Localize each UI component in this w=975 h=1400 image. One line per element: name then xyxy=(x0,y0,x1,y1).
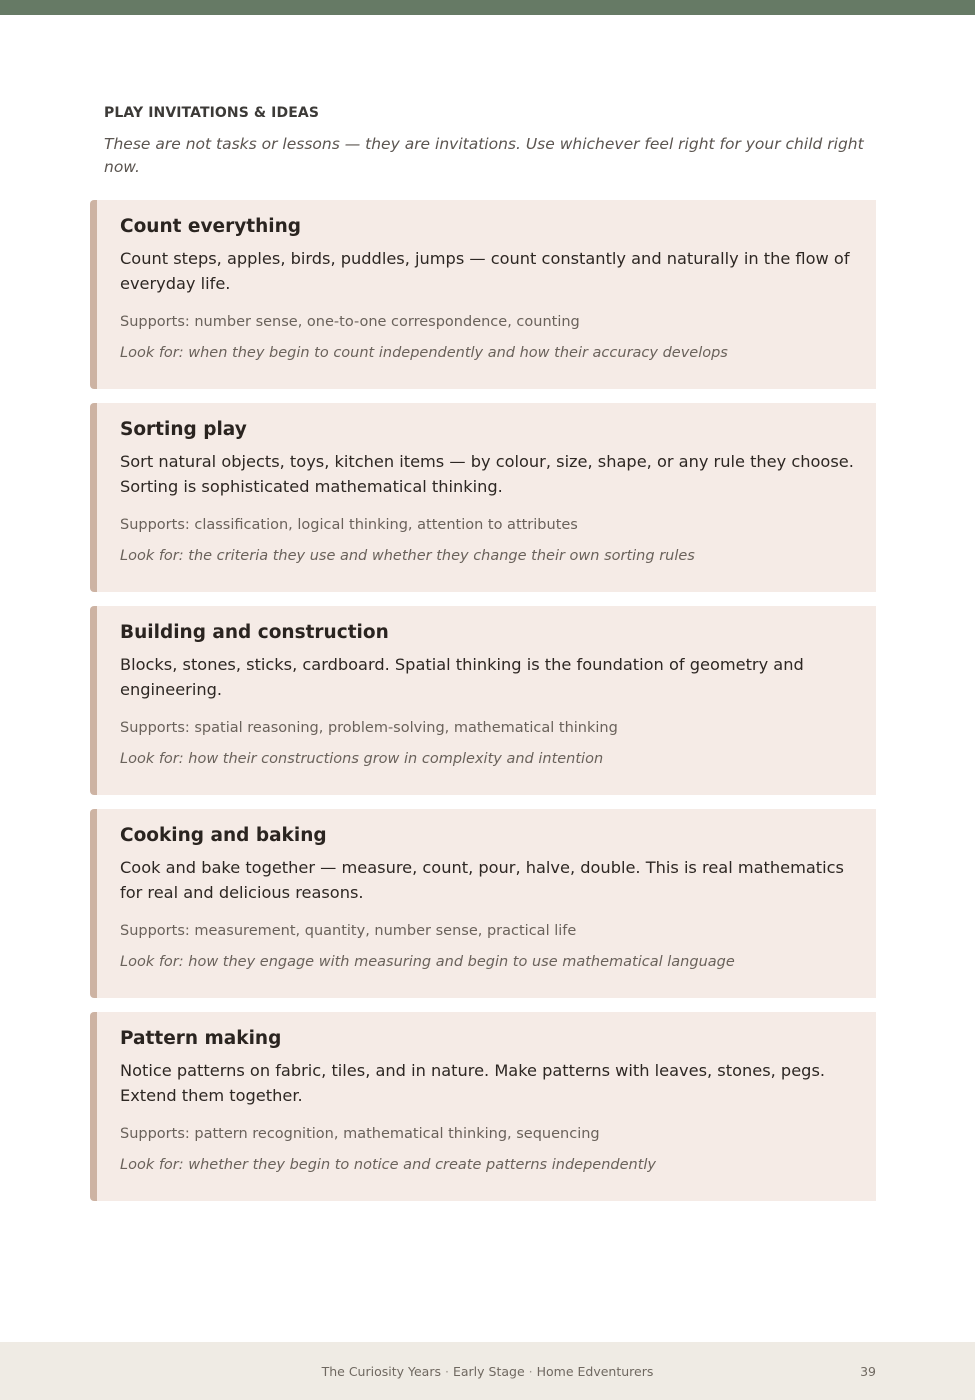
page-number: 39 xyxy=(860,1364,876,1379)
idea-title: Cooking and baking xyxy=(120,825,327,846)
idea-card-count-everything xyxy=(90,200,876,389)
idea-card-cooking-baking xyxy=(90,809,876,998)
idea-look-for: Look for: whether they begin to notice and create patterns independently xyxy=(120,1157,656,1173)
idea-description: Count steps, apples, birds, puddles, jumps — count constantly and naturally in the flow of everyday life. xyxy=(120,249,850,293)
idea-description: Cook and bake together — measure, count, pour, halve, double. This is real mathematics for real and delicious reasons. xyxy=(120,858,844,902)
idea-look-for: Look for: how they engage with measuring and begin to use mathematical language xyxy=(120,954,735,970)
footer-separator: · xyxy=(444,1364,449,1379)
idea-description: Blocks, stones, sticks, cardboard. Spatial thinking is the foundation of geometry and engineering. xyxy=(120,655,804,699)
footer-stage: Early Stage xyxy=(452,1364,525,1379)
footer-separator: · xyxy=(528,1364,533,1379)
section-intro: These are not tasks or lessons — they are invitations. Use whichever feel right for your child right now. xyxy=(104,135,864,176)
idea-description: Sort natural objects, toys, kitchen items — by colour, size, shape, or any rule they choose. Sorting is sophisticated mathematical thinking. xyxy=(120,452,854,496)
section-title: PLAY INVITATIONS & IDEAS xyxy=(104,105,319,121)
idea-card-sorting-play xyxy=(90,403,876,592)
idea-look-for: Look for: when they begin to count independently and how their accuracy develops xyxy=(120,345,728,361)
idea-title: Count everything xyxy=(120,216,302,237)
idea-card-pattern-making xyxy=(90,1012,876,1201)
idea-title: Sorting play xyxy=(120,419,247,440)
idea-look-for: Look for: how their constructions grow in complexity and intention xyxy=(120,751,604,767)
idea-supports: Supports: classification, logical thinking, attention to attributes xyxy=(120,517,578,533)
idea-look-for: Look for: the criteria they use and whether they change their own sorting rules xyxy=(120,548,695,564)
idea-supports: Supports: measurement, quantity, number sense, practical life xyxy=(120,923,577,939)
idea-supports: Supports: number sense, one-to-one correspondence, counting xyxy=(120,314,580,330)
footer-book-title: The Curiosity Years xyxy=(321,1364,441,1379)
idea-supports: Supports: spatial reasoning, problem-solving, mathematical thinking xyxy=(120,720,618,736)
idea-card-building-construction xyxy=(90,606,876,795)
idea-description: Notice patterns on fabric, tiles, and in nature. Make patterns with leaves, stones, pegs. Extend them together. xyxy=(120,1061,826,1105)
footer-running-title xyxy=(0,1364,975,1379)
idea-title: Pattern making xyxy=(120,1028,282,1049)
idea-supports: Supports: pattern recognition, mathematical thinking, sequencing xyxy=(120,1126,600,1142)
idea-title: Building and construction xyxy=(120,622,389,643)
play-ideas-list xyxy=(90,200,876,1215)
top-accent-bar xyxy=(0,0,975,15)
page-footer xyxy=(0,1342,975,1400)
footer-series: Home Edventurers xyxy=(536,1364,654,1379)
